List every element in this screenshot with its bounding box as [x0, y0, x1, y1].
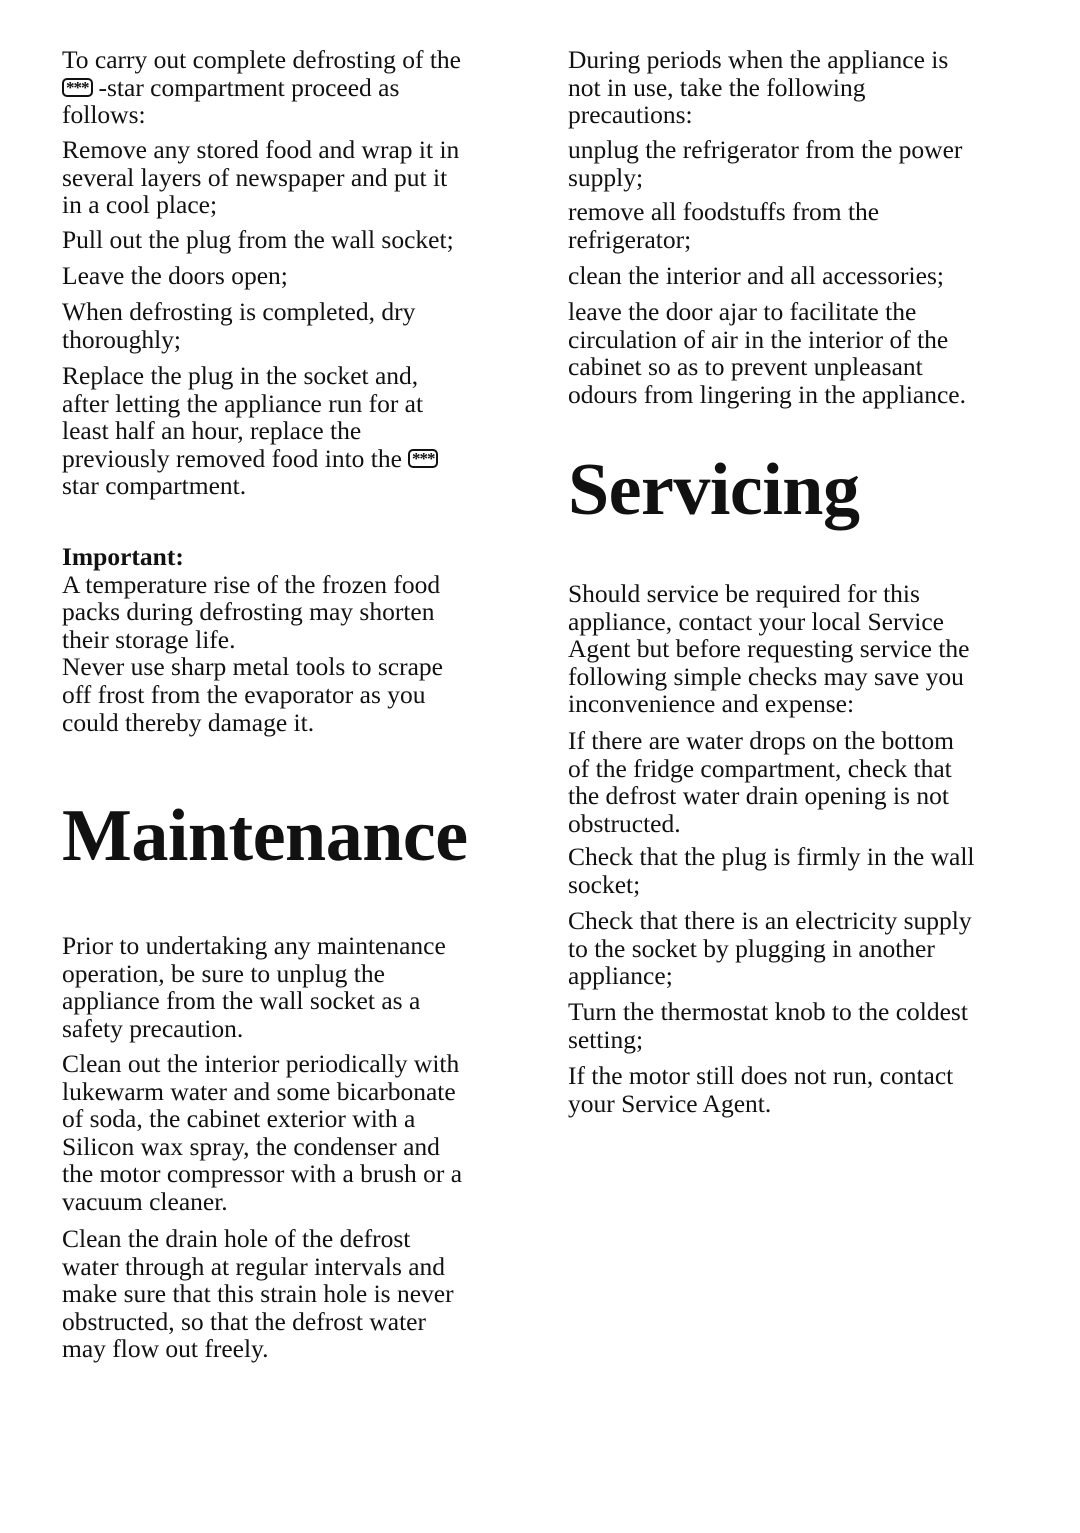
paragraph	[62, 362, 438, 500]
text-line	[568, 1026, 968, 1054]
text-line	[568, 608, 969, 636]
line-text: Agent but before requesting service the	[568, 634, 970, 664]
text-line	[568, 1062, 953, 1090]
text-line	[568, 326, 966, 354]
line-text: appliance;	[568, 961, 673, 991]
text-line	[568, 871, 975, 899]
paragraph	[568, 998, 968, 1053]
text-line	[62, 226, 454, 254]
text-line	[62, 74, 461, 102]
line-text: supply;	[568, 162, 644, 192]
text-line	[568, 136, 962, 164]
line-text: cabinet so as to prevent unpleasant	[568, 352, 923, 382]
line-text: A temperature rise of the frozen food	[62, 569, 441, 599]
line-text: the motor compressor with a brush or a	[62, 1159, 463, 1189]
line-text: of soda, the cabinet exterior with a	[62, 1104, 416, 1134]
paragraph	[568, 727, 954, 837]
line-text: Should service be required for this	[568, 579, 920, 608]
text-line	[62, 191, 459, 219]
text-line	[62, 298, 415, 326]
text-line	[62, 101, 461, 129]
text-line	[62, 1188, 462, 1216]
text-line	[62, 262, 288, 290]
line-text: To carry out complete defrosting of the	[62, 45, 461, 74]
paragraph	[568, 136, 962, 191]
line-text: Important:	[62, 542, 184, 571]
text-line	[62, 598, 443, 626]
text-line	[568, 46, 948, 74]
line-text: unplug the refrigerator from the power	[568, 135, 963, 164]
paragraph	[62, 136, 459, 219]
line-text: Remove any stored food and wrap it in	[62, 135, 460, 164]
text-line	[62, 1078, 462, 1106]
line-text: the defrost water drain opening is not	[568, 781, 949, 811]
text-line	[568, 164, 962, 192]
line-text: thoroughly;	[62, 324, 181, 354]
text-line	[62, 709, 443, 737]
text-line	[568, 727, 954, 755]
line-text: packs during defrosting may shorten	[62, 597, 435, 627]
text-line	[62, 1308, 454, 1336]
text-line	[62, 164, 459, 192]
line-text: leave the door ajar to facilitate the	[568, 297, 917, 326]
line-text: If there are water drops on the bottom	[568, 726, 954, 755]
paragraph	[62, 932, 446, 1042]
text-line	[62, 1335, 454, 1363]
text-line	[568, 226, 879, 254]
line-text: water through at regular intervals and	[62, 1251, 446, 1281]
text-line	[568, 755, 954, 783]
line-text: to the socket by plugging in another	[568, 933, 935, 963]
text-line	[62, 932, 446, 960]
line-text: During periods when the appliance is	[568, 45, 949, 74]
paragraph	[568, 843, 975, 898]
line-text: Check that the plug is firmly in the wall	[568, 842, 975, 871]
paragraph	[62, 1225, 454, 1363]
line-text: your Service Agent.	[568, 1088, 772, 1118]
three-star-freezer-icon: ***	[408, 449, 439, 468]
text-line	[568, 810, 954, 838]
line-text: Check that there is an electricity supply	[568, 906, 972, 935]
text-line	[62, 417, 438, 445]
line-text: socket;	[568, 869, 641, 899]
line-text: previously removed food into the	[62, 443, 402, 473]
text-line	[62, 1015, 446, 1043]
text-line	[62, 571, 443, 599]
text-line	[568, 262, 944, 290]
paragraph	[568, 262, 944, 290]
line-text: clean the interior and all accessories;	[568, 261, 944, 290]
line-text: -star compartment proceed as	[98, 72, 400, 102]
line-text: When defrosting is completed, dry	[62, 297, 416, 326]
line-text: obstructed.	[568, 808, 681, 838]
line-text: circulation of air in the interior of the	[568, 324, 949, 354]
line-text: Leave the doors open;	[62, 261, 288, 290]
line-text: appliance, contact your local Service	[568, 606, 944, 636]
paragraph	[568, 46, 948, 129]
three-star-freezer-icon: ***	[62, 78, 93, 97]
text-line	[62, 445, 438, 473]
text-line	[62, 1253, 454, 1281]
line-text: Silicon wax spray, the condenser and	[62, 1131, 440, 1161]
line-text: Clean out the interior periodically with	[62, 1049, 460, 1078]
paragraph	[62, 543, 443, 736]
paragraph	[62, 262, 288, 290]
line-text: appliance from the wall socket as a	[62, 986, 421, 1016]
text-line	[62, 626, 443, 654]
maintenance-heading: Maintenance	[62, 795, 468, 877]
text-line	[62, 472, 438, 500]
line-text: least half an hour, replace the	[62, 416, 362, 446]
line-text: their storage life.	[62, 624, 236, 654]
line-text: follows:	[62, 100, 146, 130]
text-line	[568, 843, 975, 871]
paragraph	[568, 1062, 953, 1117]
paragraph	[568, 907, 972, 990]
text-line	[568, 663, 969, 691]
line-text: Clean the drain hole of the defrost	[62, 1224, 411, 1253]
line-text: precautions:	[568, 100, 693, 130]
paragraph	[62, 226, 454, 254]
text-line	[62, 1133, 462, 1161]
line-text: following simple checks may save you	[568, 661, 964, 691]
text-line	[62, 46, 461, 74]
text-line	[62, 390, 438, 418]
line-text: operation, be sure to unplug the	[62, 958, 385, 988]
text-line	[568, 907, 972, 935]
line-text: star compartment.	[62, 471, 247, 501]
line-text: refrigerator;	[568, 224, 692, 254]
text-line	[62, 326, 415, 354]
line-text: remove all foodstuffs from the	[568, 197, 880, 226]
paragraph	[62, 298, 415, 353]
servicing-heading: Servicing	[568, 449, 860, 531]
text-line	[568, 635, 969, 663]
text-line	[62, 1280, 454, 1308]
important-label	[62, 543, 443, 571]
line-text: several layers of newspaper and put it	[62, 162, 448, 192]
text-line	[62, 1160, 462, 1188]
line-text: Replace the plug in the socket and,	[62, 361, 419, 390]
text-line	[62, 1105, 462, 1133]
line-text: lukewarm water and some bicarbonate	[62, 1076, 456, 1106]
text-line	[568, 198, 879, 226]
line-text: Turn the thermostat knob to the coldest	[568, 997, 968, 1026]
line-text: in a cool place;	[62, 190, 218, 220]
text-line	[62, 136, 459, 164]
text-line	[568, 690, 969, 718]
text-line	[568, 1090, 953, 1118]
text-line	[62, 681, 443, 709]
text-line	[568, 998, 968, 1026]
text-line	[568, 353, 966, 381]
line-text: inconvenience and expense:	[568, 689, 855, 719]
text-line	[62, 653, 443, 681]
paragraph	[568, 580, 969, 718]
text-line	[568, 580, 969, 608]
text-line	[568, 74, 948, 102]
line-text: Never use sharp metal tools to scrape	[62, 652, 443, 682]
text-line	[568, 935, 972, 963]
paragraph	[62, 46, 461, 129]
paragraph	[568, 198, 879, 253]
text-line	[62, 987, 446, 1015]
line-text: off frost from the evaporator as you	[62, 679, 426, 709]
text-line	[568, 962, 972, 990]
line-text: vacuum cleaner.	[62, 1186, 228, 1216]
line-text: could thereby damage it.	[62, 707, 315, 737]
line-text: safety precaution.	[62, 1013, 244, 1043]
line-text: of the fridge compartment, check that	[568, 753, 952, 783]
line-text: Prior to undertaking any maintenance	[62, 931, 446, 960]
line-text: If the motor still does not run, contact	[568, 1061, 954, 1090]
paragraph	[62, 1050, 462, 1216]
text-line	[568, 381, 966, 409]
text-line	[62, 1050, 462, 1078]
text-line	[62, 960, 446, 988]
line-text: obstructed, so that the defrost water	[62, 1306, 426, 1336]
line-text: after letting the appliance run for at	[62, 388, 424, 418]
line-text: odours from lingering in the appliance.	[568, 379, 966, 409]
text-line	[62, 362, 438, 390]
text-line	[568, 298, 966, 326]
line-text: make sure that this strain hole is never	[62, 1279, 454, 1309]
text-line	[568, 101, 948, 129]
text-line	[62, 1225, 454, 1253]
line-text: Pull out the plug from the wall socket;	[62, 225, 454, 254]
line-text: not in use, take the following	[568, 72, 866, 102]
line-text: may flow out freely.	[62, 1334, 269, 1364]
line-text: setting;	[568, 1024, 644, 1054]
text-line	[568, 782, 954, 810]
paragraph	[568, 298, 966, 408]
